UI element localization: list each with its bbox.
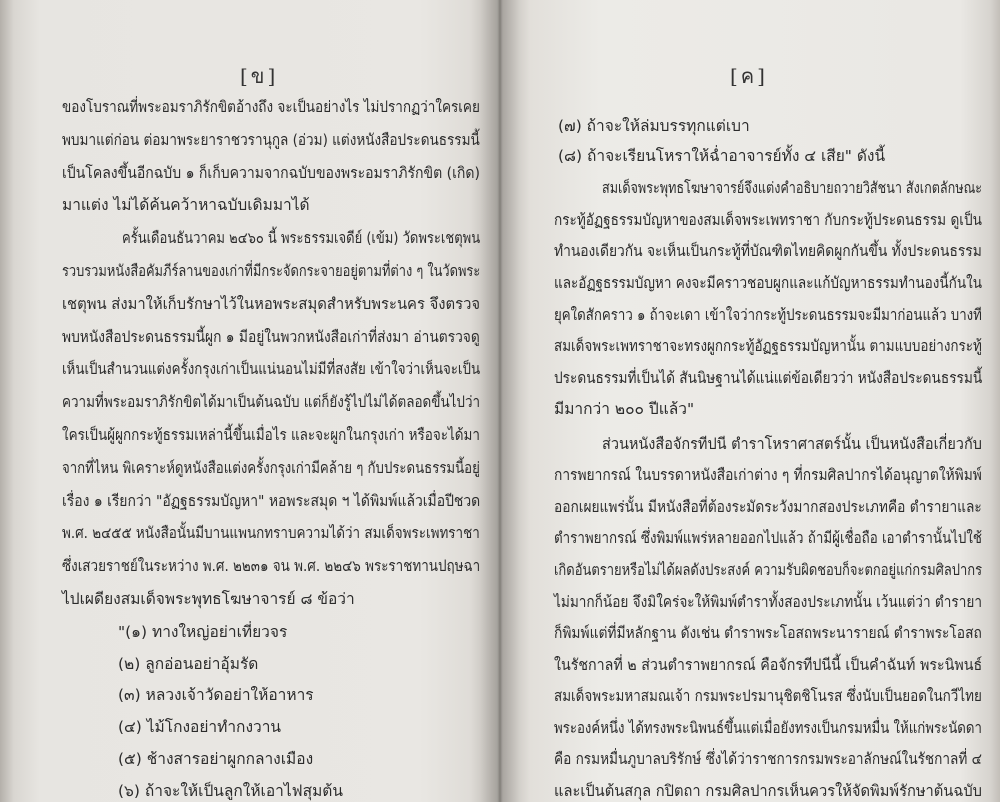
text-line: ประดนธรรมที่เป็นได้ สันนิษฐานได้แน่แต่ข้อเดียวว่า หนังสือประดนธรรมนี้ <box>554 368 983 387</box>
text-line: สมเด็จพระเพทราชาจะทรงผูกกระทู้อัฏฐธรรมบัญหานั้น ตามแบบอย่างกระทู้ <box>554 337 982 356</box>
text-line: จากที่ไหน พิเคราะห์ดูหนังสือแต่งครั้งกรุงเก่ามีคล้าย ๆ กับประดนธรรมนี้อยู่ <box>62 458 480 477</box>
text-line: กระทู้อัฏฐธรรมบัญหาของสมเด็จพระเพทราชา กับกระทู้ประดนธรรม ดูเป็น <box>554 210 982 229</box>
text-line: คือ กรมหมื่นภูบาลบริรักษ์ ซึ่งได้ว่าราชการกรมพระอาลักษณ์ในรัชกาลที่ ๔ <box>554 750 982 769</box>
text-line: ออกเผยแพร่นั้น มีหนังสือที่ต้องระมัดระวังมากสองประเภทคือ ตำรายาและ <box>554 497 982 516</box>
text-line: ก็พิมพ์แต่ที่มีหลักฐาน ดังเช่น ตำราพระโอสถพระนารายณ์ ตำราพระโอสถ <box>554 624 982 643</box>
text-line: รวบรวมหนังสือคัมภีร์ลานของเก่าที่มีกระจัดกระจายอยู่ตามที่ต่าง ๆ ในวัดพระ <box>62 262 481 280</box>
text-line: มีมากว่า ๒๐๐ ปีแล้ว" <box>554 400 695 419</box>
text-line: เห็นเป็นสำนวนแต่งครั้งกรุงเก่าเป็นแน่นอนไม่มีที่สงสัย เข้าใจว่าเห็นจะเป็น <box>62 360 481 379</box>
paragraph-start-line: ส่วนหนังสือจักรทีปนี ตำราโหราศาสตร์นั้น เป็นหนังสือเกี่ยวกับ <box>602 434 982 453</box>
list-item: (๘) ถ้าจะเรียนโหราให้ฉ่ำอาจารย์ทั้ง ๔ เสีย" ดังนี้ <box>558 146 886 165</box>
page-number: [ข] <box>240 64 279 88</box>
left-page <box>0 0 498 802</box>
text-line: การพยากรณ์ ในบรรดาหนังสือเก่าต่าง ๆ ที่กรมศิลปากรได้อนุญาตให้พิมพ์ <box>554 466 982 485</box>
text-line: ไม่มากก็น้อย จึงมิใคร่จะให้พิมพ์ตำราทั้งสองประเภทนั้น เว้นแต่ว่า ตำรายา <box>554 592 982 611</box>
text-line: พบมาแต่ก่อน ต่อมาพระยาราชวรานุกูล (อ่วม) แต่งหนังสือประดนธรรมนี้ <box>62 130 480 149</box>
right-page <box>502 0 1000 802</box>
text-line: และเป็นต้นสกุล กปิตถา กรมศิลปากรเห็นควรให้จัดพิมพ์รักษาต้นฉบับ <box>554 782 982 800</box>
list-item: (๗) ถ้าจะให้ล่มบรรทุกแต่เบา <box>558 117 750 135</box>
paragraph-start-line: ครั้นเดือนธันวาคม ๒๔๖๐ นี้ พระธรรมเจดีย์ (เข้ม) วัดพระเชตุพน <box>122 229 481 248</box>
text-line: ทำนองเดียวกัน จะเห็นเป็นกระทู้ที่บัณฑิตไทยคิดผูกกันขึ้น ทั้งประดนธรรม <box>554 242 982 261</box>
text-line: ยุคใดสักคราว ๑ ถ้าจะเดา เข้าใจว่ากระทู้ประดนธรรมจะมีมาก่อนแล้ว บางที <box>554 305 982 324</box>
text-line: เชตุพน ส่งมาให้เก็บรักษาไว้ในหอพระสมุดสำหรับพระนคร จึงตรวจ <box>62 294 481 313</box>
text-line: พระองค์หนึ่ง ได้ทรงพระนิพนธ์ขึ้นแต่เมื่อยังทรงเป็นกรมหมื่น ให้แก่พระนัดดา <box>554 718 982 737</box>
text-line: ซึ่งเสวยราชย์ในระหว่าง พ.ศ. ๒๒๓๑ จน พ.ศ. ๒๒๔๖ พระราชทานปฤษฉา <box>62 557 481 576</box>
list-item: (๖) ถ้าจะให้เป็นลูกให้เอาไฟสุมต้น <box>118 782 343 800</box>
text-line: และอัฏฐธรรมบัญหา คงจะมีคราวชอบผูกและแก้บัญหาธรรมทำนองนี้กันใน <box>554 273 983 292</box>
text-line: สมเด็จพระมหาสมณเจ้า กรมพระปรมานุชิตชิโนรส ซึ่งนับเป็นยอดในกวีไทย <box>554 687 982 706</box>
page-number: [ค] <box>730 64 768 88</box>
list-item: "(๑) ทางใหญ่อย่าเที่ยวจร <box>118 622 288 641</box>
list-item: (๔) ไม้โกงอย่าทำกงวาน <box>118 718 282 737</box>
text-line: มาแต่ง ไม่ได้ค้นคว้าหาฉบับเดิมมาได้ <box>62 196 310 215</box>
text-line: ในรัชกาลที่ ๒ ส่วนตำราพยากรณ์ คือจักรทีปนีนี้ เป็นคำฉันท์ พระนิพนธ์ <box>554 655 983 674</box>
text-line: พ.ศ. ๒๔๕๕ หนังสือนั้นมีบานแพนกทราบความได้ว่า สมเด็จพระเพทราชา <box>62 524 480 543</box>
text-line: พบหนังสือประดนธรรมนี้ผูก ๑ มีอยู่ในพวกหนังสือเก่าที่ส่งมา อ่านตรวจดู <box>62 327 480 346</box>
list-item: (๕) ช้างสารอย่าผูกกลางเมือง <box>118 750 314 769</box>
text-line: ตำราพยากรณ์ ซึ่งพิมพ์แพร่หลายออกไปแล้ว ถ้ามีผู้เชื่อถือ เอาตำรานั้นไปใช้ <box>554 529 982 548</box>
text-line: ใครเป็นผู้ผูกกระทู้ธรรมเหล่านี้ขึ้นเมื่อไร และจะผูกในกรุงเก่า หรือจะได้มา <box>62 426 480 444</box>
text-line: ความที่พระอมราภิรักขิตได้มาเป็นต้นฉบับ แต่ก็ยังรู้ไปไม่ได้ตลอดขึ้นไปว่า <box>62 393 481 412</box>
text-line: ไปเผดียงสมเด็จพระพุทธโฆษาจารย์ ๘ ข้อว่า <box>62 590 355 609</box>
text-line: ของโบราณที่พระอมราภิรักขิตอ้างถึง จะเป็นอย่างไร ไม่ปรากฏว่าใครเคย <box>62 98 480 116</box>
text-line: เป็นโคลงขึ้นอีกฉบับ ๑ ก็เก็บความจากฉบับของพระอมราภิรักขิต (เกิด) <box>62 163 480 182</box>
list-item: (๓) หลวงเจ้าวัดอย่าให้อาหาร <box>118 686 314 705</box>
list-item: (๒) ลูกอ่อนอย่าอุ้มรัด <box>118 654 259 673</box>
text-line: เกิดอันตรายหรือไม่ได้ผลดังประสงค์ ความรับผิดชอบก็จะตกอยู่แก่กรมศิลปากร <box>554 560 983 579</box>
text-line: เรื่อง ๑ เรียกว่า "อัฏฐธรรมบัญหา" หอพระสมุด ฯ ได้พิมพ์แล้วเมื่อปีชวด <box>62 491 481 510</box>
paragraph-start-line: สมเด็จพระพุทธโฆษาจารย์จึงแต่งคำอธิบายถวายวิสัชนา สังเกตลักษณะ <box>602 179 983 198</box>
